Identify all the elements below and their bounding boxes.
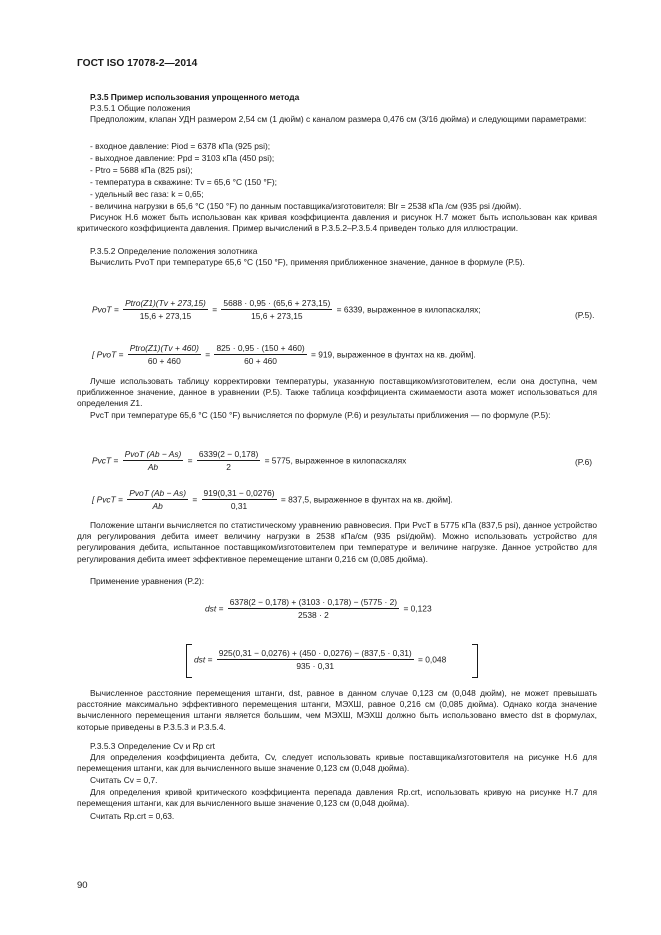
- eq-numerator: 919(0,31 − 0,0276): [203, 488, 275, 498]
- rp-value: Считать Rp.crt = 0,63.: [90, 811, 175, 821]
- eq-result: = 6339,: [336, 304, 365, 315]
- intro-paragraph: Предположим, клапан УДН размером 2,54 см (1 дюйм) с каналом размера 0,476 см (3/16 дюйма) и следующими параметрами:: [90, 114, 587, 124]
- eq-numerator: 5688 · 0,95 · (65,6 + 273,15): [223, 298, 331, 308]
- document-header: ГОСТ ISO 17078-2—2014: [77, 58, 198, 69]
- eq-lhs: [ PvoT =: [92, 349, 124, 360]
- eq-denominator: 935 · 0,31: [296, 661, 335, 671]
- param-outlet-pressure: - выходное давление: Ppd = 3103 кПа (450 psi);: [90, 153, 275, 163]
- eq-numerator: PvoT (Ab − As): [124, 449, 182, 459]
- eq-lhs: PvcT =: [92, 455, 119, 466]
- distance-note: Вычисленное расстояние перемещения штанги, dst, равное в данном случае 0,123 см (0,048 дюйм), не может превышать расстояние максимально эффективного перемещения штанги, МЭХШ, равное 0,216 см (0,085 дюйма). Однако когда значение вычисленного перемещения штанги является большим, чем МЭХШ, МЭХШ должно быть использовано вместо dst в формулах, которые приведены в P.3.5.3 и P.3.5.4.: [77, 688, 597, 732]
- eq-denominator: Ab: [152, 501, 163, 511]
- page-number: 90: [77, 880, 88, 891]
- param-temperature: - температура в скважине: Tv = 65,6 °C (150 °F);: [90, 177, 277, 187]
- eq-denominator: 2538 · 2: [298, 610, 329, 620]
- eq-denominator: 60 + 460: [244, 356, 277, 366]
- param-load-rate: - величина нагрузки в 65,6 °C (150 °F) по данным поставщика/изготовителя: Blr = 2538 кПа /см (935 psi /дюйм).: [90, 201, 522, 211]
- eq-denominator: 15,6 + 273,15: [139, 311, 192, 321]
- table-note: Лучше использовать таблицу корректировки температуры, указанную поставщиком/изготовителем, если она доступна, чем приближенное значение, данное в уравнении (P.5). Также таблица коэффициента сжимаемости азота может использоваться для определения Z1.: [77, 376, 597, 409]
- subsection-general: P.3.5.1 Общие положения: [90, 103, 191, 113]
- eq-numerator: 6339(2 − 0,178): [198, 449, 259, 459]
- calc-intro: Вычислить PvoT при температуре 65,6 °C (150 °F), применяя приближенное значение, данное в формуле (P.5).: [90, 257, 525, 267]
- rp-note: Для определения кривой критического коэффициента перепада давления Rp.crt, использовать кривую на рисунке Н.7 для перемещения штанги, как для вычисленного выше значение 0,123 см (0,048 дюйма).: [77, 787, 597, 809]
- apply-equation: Применение уравнения (P.2):: [90, 576, 205, 586]
- eq-numerator: 925(0,31 − 0,0276) + (450 · 0,0276) − (837,5 · 0,31): [218, 648, 412, 658]
- pvct-note: PvcT при температуре 65,6 °C (150 °F) вычисляется по формуле (P.6) и результаты приближения — по формуле (P.5):: [90, 410, 551, 420]
- eq-note: , выраженное в килопаскалях: [290, 455, 407, 466]
- eq-lhs: PvoT =: [92, 304, 119, 315]
- equation-p5-imperial: [ PvoT = $\frac{\text{Ptro(Z1)(Tv + 460)}}{60 + 460}$ = $\frac{825 \cdot 0,95 \cdot (150 + 460)}{60 + 460}$ = 919, выраженное в фунтах на кв. дюйм].: [92, 343, 476, 366]
- stem-note: Положение штанги вычисляется по статистическому уравнению равновесия. При PvcT в 5775 кПа (837,5 psi), данное устройство для регулирования дебита имеет величину нагрузки в 2538 кПа/см (935 psi/дюйм). Можно использовать устройство для регулирования дебита, испытанное поставщиком/изготовителем при температуре и величине нагрузке. Данное устройство для регулирования дебита имеет эффективное перемещение штанги 0,216 см (0,085 дюйма).: [77, 520, 597, 564]
- eq-denominator: 60 + 460: [147, 356, 181, 366]
- equation-p6: PvcT = $\frac{\text{PvoT (Ab − As)}}{Ab}$ = $\frac{6339(2 - 0,178)}{2}$ = 5775, выраженное в килопаскалях: [92, 449, 407, 472]
- eq-result: = 837,5: [280, 494, 310, 505]
- subsection-cv: P.3.5.3 Определение Cv и Rp crt: [90, 741, 215, 751]
- eq-lhs: [ PvcT =: [92, 494, 123, 505]
- bracket-left: [186, 644, 192, 678]
- eq-result: = 0,048: [418, 654, 447, 665]
- equation-p6-imperial: [ PvcT = $\frac{\text{PvoT (Ab − As)}}{Ab}$ = $\frac{919(0,31 - 0,0276)}{0,31}$ = 837,5, выраженное в фунтах на кв. дюйм].: [92, 488, 453, 511]
- bracket-right: [472, 644, 478, 678]
- param-ptro: - Ptro = 5688 кПа (825 psi);: [90, 165, 193, 175]
- eq-note: выраженное в фунтах на кв. дюйм].: [336, 349, 476, 360]
- eq-numerator: 6378(2 − 0,178) + (3103 · 0,178) − (5775 · 2): [229, 597, 398, 607]
- eq-denominator: 15,6 + 273,15: [251, 311, 303, 321]
- cv-note: Для определения коэффициента дебита, Cv, следует использовать кривые поставщика/изготовителя на рисунке Н.6 для перемещения штанги, как для вычисленного выше значение 0,123 см (0,048 дюйма).: [77, 752, 597, 774]
- eq-result: = 5775: [264, 455, 291, 466]
- eq-denominator: 2: [226, 462, 231, 472]
- eq-note: , выраженное в фунтах на кв. дюйм].: [309, 494, 453, 505]
- eq-numerator: PvoT (Ab − As): [129, 488, 186, 498]
- section-title: P.3.5 Пример использования упрощенного метода: [90, 92, 300, 102]
- eq-denominator: 0,31: [230, 501, 248, 511]
- eq-note: выраженное в килопаскалях;: [367, 304, 481, 315]
- cv-value: Считать Cv = 0,7.: [90, 775, 158, 785]
- equation-number: (P.6): [575, 457, 593, 467]
- param-inlet-pressure: - входное давление: Pіod = 6378 кПа (925 psi);: [90, 141, 271, 151]
- eq-result: = 0,123: [403, 603, 432, 614]
- eq-denominator: Ab: [147, 462, 159, 472]
- eq-numerator: Ptro(Z1)(Tv + 273,15): [125, 298, 206, 308]
- eq-numerator: Ptro(Z1)(Tv + 460): [129, 343, 199, 353]
- eq-numerator: 825 · 0,95 · (150 + 460): [216, 343, 305, 353]
- subsection-position: P.3.5.2 Определение положения золотника: [90, 246, 258, 256]
- eq-result: = 919,: [311, 349, 335, 360]
- equation-number: (P.5).: [575, 310, 595, 320]
- equation-p5: PvoT = $\frac{\text{Ptro(Z1)(Tv + 273,15)}}{15,6 + 273,15}$ = $\frac{5688 \cdot 0,95 \cdot (65,6 + 273,15)}{15,6 + 273,15}$ = 6339, выраженное в килопаскалях;: [92, 298, 481, 321]
- equation-p2-imperial: [194, 648, 446, 671]
- equation-p2: [205, 597, 432, 620]
- eq-lhs: dst =: [205, 603, 224, 614]
- figure-note: Рисунок Н.6 может быть использован как кривая коэффициента давления и рисунок Н.7 может быть использован как кривая критического коэффициента давления. Пример вычислений в P.3.5.2–P.3.5.4 приведен только для иллюстрации.: [77, 212, 597, 234]
- eq-lhs: dst =: [194, 654, 213, 665]
- param-gas-gravity: - удельный вес газа: k = 0,65;: [90, 189, 204, 199]
